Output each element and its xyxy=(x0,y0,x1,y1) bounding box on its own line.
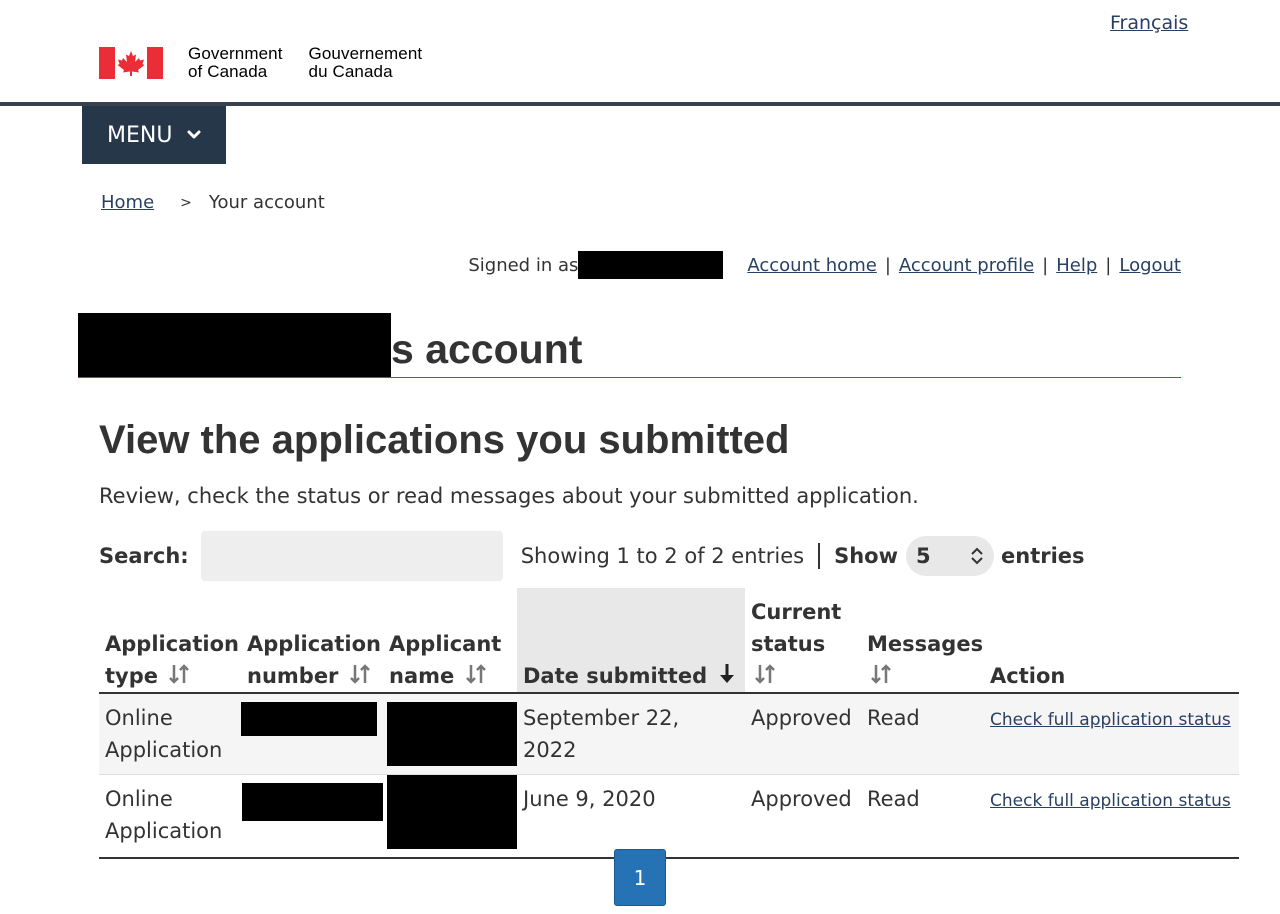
sort-both-icon xyxy=(167,662,191,686)
account-profile-link[interactable]: Account profile xyxy=(898,254,1035,276)
check-status-link[interactable]: Check full application status xyxy=(990,791,1231,811)
cell-application-number xyxy=(241,693,383,775)
redacted-username xyxy=(578,251,723,279)
section-description: Review, check the status or read messages about your submitted application. xyxy=(99,484,919,508)
search-input[interactable] xyxy=(201,531,503,581)
page-heading xyxy=(78,314,1181,378)
cell-current-status: Approved xyxy=(745,693,861,775)
table-row xyxy=(99,693,1239,775)
table-controls xyxy=(99,531,1085,581)
sort-both-icon xyxy=(753,662,777,686)
canada-flag-icon xyxy=(99,47,163,79)
header-text: number xyxy=(247,664,339,688)
cell-current-status: Approved xyxy=(745,775,861,859)
cell-applicant-name xyxy=(383,693,517,775)
column-header-messages[interactable] xyxy=(861,588,984,693)
menu-label: MENU xyxy=(107,122,173,148)
page-title: s account xyxy=(391,326,583,372)
breadcrumb xyxy=(101,192,325,213)
header-text: Application xyxy=(105,632,239,656)
column-header-application-number[interactable] xyxy=(241,588,383,693)
account-bar xyxy=(468,251,1181,279)
header-text: name xyxy=(389,664,455,688)
sort-both-icon xyxy=(869,662,893,686)
link-separator: | xyxy=(1042,254,1049,276)
redacted-application-number xyxy=(241,702,377,736)
header-text: Current xyxy=(751,600,842,624)
breadcrumb-home-link[interactable]: Home xyxy=(101,192,155,213)
cell-text: Application xyxy=(105,819,223,843)
redacted-applicant-name xyxy=(387,775,518,849)
cell-date-submitted: September 22, 2022 xyxy=(517,693,745,775)
select-arrows-icon xyxy=(970,547,984,565)
government-signature[interactable] xyxy=(99,46,422,80)
check-status-link[interactable]: Check full application status xyxy=(990,710,1231,730)
column-header-applicant-name[interactable] xyxy=(383,588,517,693)
link-separator: | xyxy=(1105,254,1112,276)
link-separator: | xyxy=(884,254,891,276)
header-text: Applicant xyxy=(389,632,502,656)
header-text: Messages xyxy=(867,632,984,656)
search-label: Search: xyxy=(99,544,189,568)
show-label: Show xyxy=(834,544,898,568)
section-title: View the applications you submitted xyxy=(99,418,790,462)
pagination-page-button[interactable]: 1 xyxy=(614,849,666,906)
column-header-action xyxy=(984,588,1239,693)
redacted-application-number xyxy=(242,783,385,821)
header-text: Application xyxy=(247,632,381,656)
sort-both-icon xyxy=(348,662,372,686)
applications-table xyxy=(99,588,1239,859)
cell-action xyxy=(984,693,1239,775)
page-length-value: 5 xyxy=(916,544,931,568)
logout-link[interactable]: Logout xyxy=(1119,254,1181,276)
header-text: type xyxy=(105,664,159,688)
cell-messages: Read xyxy=(861,775,984,859)
page-length-select[interactable] xyxy=(906,536,994,576)
cell-applicant-name xyxy=(383,775,517,859)
signature-english xyxy=(188,45,283,81)
cell-date-submitted: June 9, 2020 xyxy=(517,775,745,859)
language-toggle-link[interactable]: Français xyxy=(1110,12,1189,34)
column-header-date-submitted[interactable] xyxy=(517,588,745,693)
signed-in-label: Signed in as xyxy=(468,254,579,276)
sort-descending-icon xyxy=(716,662,738,686)
cell-action xyxy=(984,775,1239,859)
menu-button[interactable] xyxy=(82,106,226,164)
account-home-link[interactable]: Account home xyxy=(747,254,877,276)
cell-application-type xyxy=(99,693,241,775)
redacted-account-name xyxy=(78,313,391,377)
signature-fr-line2: du Canada xyxy=(308,62,393,81)
cell-text: Online xyxy=(105,706,173,730)
cell-messages: Read xyxy=(861,693,984,775)
signature-french xyxy=(309,45,423,81)
table-header-row xyxy=(99,588,1239,693)
table-info: Showing 1 to 2 of 2 entries xyxy=(520,544,805,568)
signature-en-line1: Government xyxy=(188,44,283,63)
cell-application-number xyxy=(241,775,383,859)
chevron-down-icon xyxy=(186,127,202,143)
sort-both-icon xyxy=(464,662,488,686)
header-text: Action xyxy=(990,664,1066,688)
header-text: Date submitted xyxy=(523,664,708,688)
column-header-current-status[interactable] xyxy=(745,588,861,693)
breadcrumb-current: Your account xyxy=(208,192,325,213)
table-row xyxy=(99,775,1239,859)
controls-divider xyxy=(818,543,820,569)
help-link[interactable]: Help xyxy=(1056,254,1098,276)
signature-fr-line1: Gouvernement xyxy=(308,44,423,63)
column-header-application-type[interactable] xyxy=(99,588,241,693)
cell-text: Application xyxy=(105,738,223,762)
header-text: status xyxy=(751,632,826,656)
cell-application-type xyxy=(99,775,241,859)
entries-label: entries xyxy=(1001,544,1085,568)
applications-table-wrapper xyxy=(99,588,1231,859)
cell-text: Online xyxy=(105,787,173,811)
breadcrumb-separator: > xyxy=(180,194,192,211)
redacted-applicant-name xyxy=(387,702,517,766)
signature-en-line2: of Canada xyxy=(188,62,268,81)
